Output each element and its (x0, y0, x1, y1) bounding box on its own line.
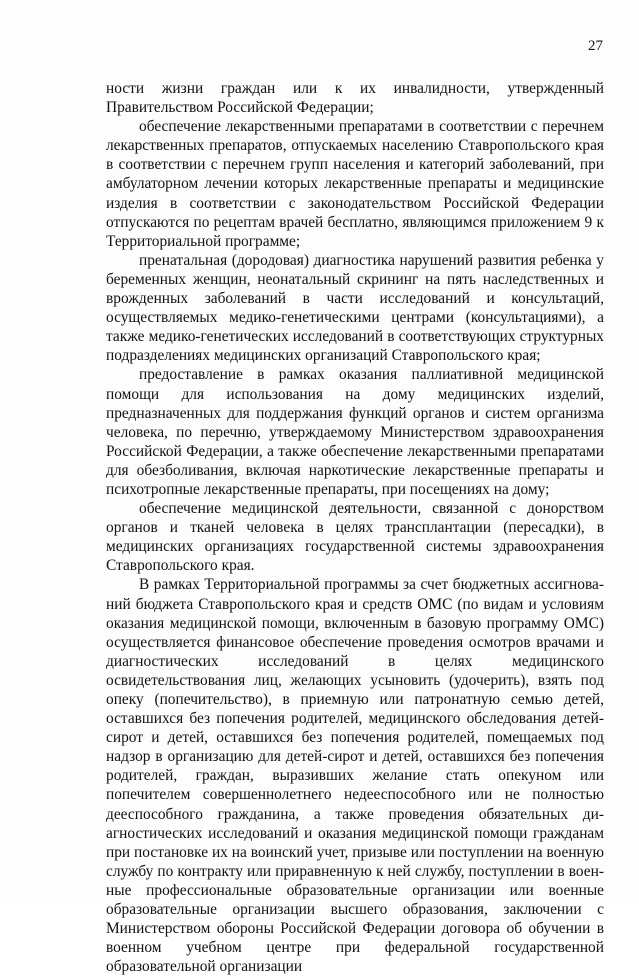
paragraph-organ-donation: обеспечение медицинской деятельности, связанной с донорством органов и тканей человека в целях трансплантации (пересадки), в медицинских организациях государственной системы здравоохранения Ставропольского края. (106, 500, 604, 575)
paragraph-palliative-care: предоставление в рамках оказания паллиативной медицинской помощи для использования на дому медицинских изделий, предназначенных для поддержания функций органов и систем организма человека, по перечню, утверждаемому Министерством здравоохранения Российской Федерации, а также обеспечение лекарственными препаратами для обезболивания, включая наркотические лекарственные препараты и психотропные лекарственные препараты, при посещениях на дому; (106, 366, 604, 498)
paragraph-prenatal-diagnostics: пренатальная (дородовая) диагностика нарушений развития ребенка у беременных женщин, неонатальный скрининг на пять наследственных и врожденных заболеваний в части исследований и консультаций, осуществляемых медико-генетическими центрами (консультациями), а также медико-генетических исследований в соответствующих структурных подразделениях медицинских организаций Ставропольского края; (106, 251, 604, 365)
page-number: 27 (588, 38, 603, 54)
document-body (106, 79, 604, 976)
paragraph-continuation: ности жизни граждан или к их инвалидности, утвержденный Правительством Российской Федерации; (106, 80, 604, 117)
paragraph-financing: В рамках Территориальной программы за счет бюджетных ассигнований бюджета Ставропольского края и средств ОМС (по видам и условиям оказания медицинской помощи, включенным в базовую программу ОМС) осуществляется финансовое обеспечение проведения осмотров врачами и диагностических исследований в целях медицинского освидетельствования лиц, желающих усыновить (удочерить), взять под опеку (попечительство), в приемную или патронатную семью детей, оставшихся без попечения родителей, медицинского обследования детей-сирот и детей, оставшихся без попечения родителей, помещаемых под надзор в организацию для детей-сирот и детей, оставшихся без попечения родителей, граждан, выразивших желание стать опекуном или попечителем совершеннолетнего недееспособного или не полностью дееспособного гражданина, а также проведения обязательных диагностических исследований и оказания медицинской помощи гражданам при постановке их на воинский учет, призыве или поступлении на военную службу по контракту или приравненную к ней службу, поступлении в военные профессиональные образовательные организации или военные образовательные организации высшего образования, заключении с Министерством обороны Российской Федерации договора об обучении в военном учебном центре при федеральной государственной образовательной организации (106, 576, 604, 976)
paragraph-drug-provision: обеспечение лекарственными препаратами в соответствии с перечнем лекарственных препаратов, отпускаемых населению Ставропольского края в соответствии с перечнем групп населения и категорий заболеваний, при амбулаторном лечении которых лекарственные препараты и медицинские изделия в соответствии с законодательством Российской Федерации отпускаются по рецептам врачей бесплатно, являющимся приложением 9 к Территориальной программе; (106, 118, 604, 250)
